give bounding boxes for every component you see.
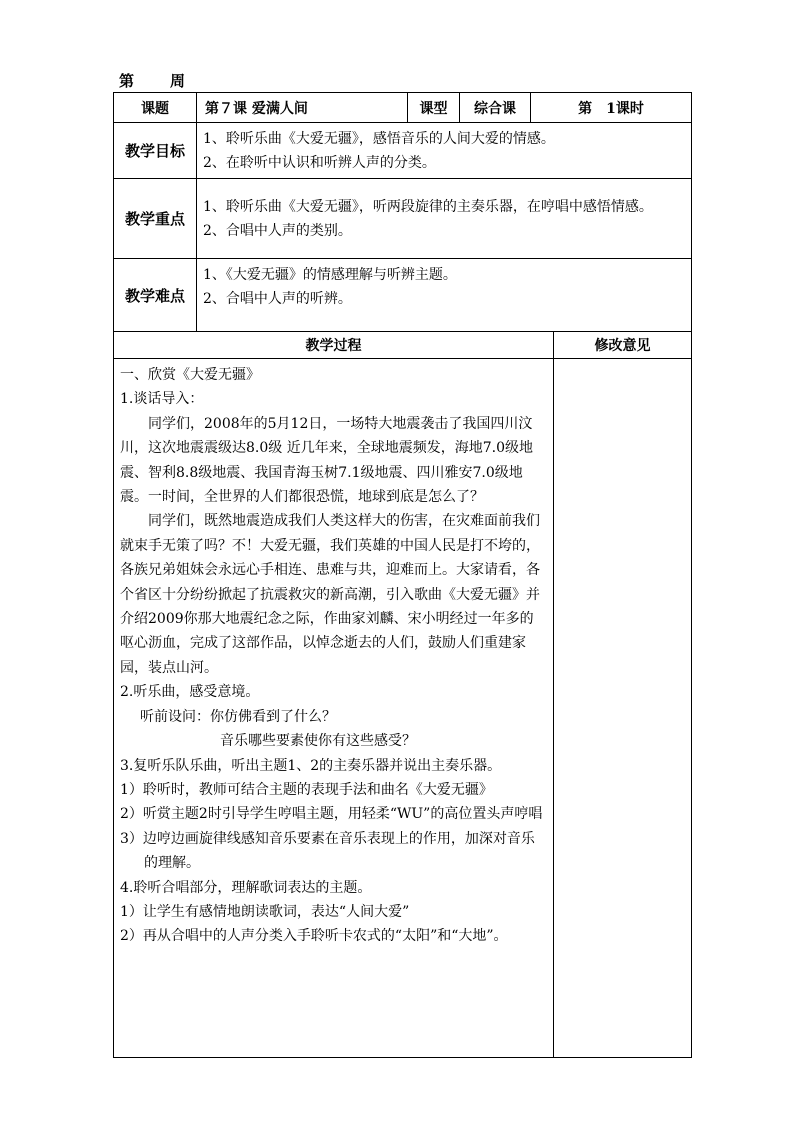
sub-step: 2）再从合唱中的人声分类入手聆听卡农式的“太阳”和“大地”。 [120,928,508,945]
key-point-item: 2、合唱中人声的类别。 [203,222,352,239]
revision-notes-cell[interactable] [554,359,692,1058]
step-heading: 4.聆听合唱部分，理解歌词表达的主题。 [120,879,372,896]
week-label [119,70,185,91]
lesson-info-table [113,92,692,332]
difficulties-content [197,259,692,332]
topic-label: 课题 [114,93,197,123]
difficulties-label: 教学难点 [114,259,197,332]
objective-item: 1、聆听乐曲《大爱无疆》，感悟音乐的人间大爱的情感。 [203,130,555,147]
paragraph: 同学们，既然地震造成我们人类这样大的伤害，在灾难面前我们就束手无策了吗？不！大爱无疆，我们英雄的中国人民是打不垮的，各族兄弟姐妹会永远心手相连、患难与共，迎难而上。大家请看，各个省区十分纷纷掀起了抗震救灾的新高潮，引入歌曲《大爱无疆》并介绍2009你那大地震纪念之际，作曲家刘麟、宋小明经过一年多的呕心沥血，完成了这部作品，以悼念逝去的人们，鼓励人们重建家园，装点山河。 [120,513,540,676]
objectives-row [114,123,692,179]
question-line: 音乐哪些要素使你有这些感受？ [220,733,416,750]
sub-step: 3）边哼边画旋律线感知音乐要素在音乐表现上的作用，加深对音乐的理解。 [120,830,535,872]
section-heading: 一、欣赏《大爱无疆》 [120,367,260,383]
paragraph: 同学们，2008年的5月12日，一场特大地震袭击了我国四川汶川，这次地震震级达8.0级 近几年来，全球地震频发，海地7.0级地震、智利8.8级地震、我国青海玉树7.1级地震、四川雅安7.0级地震。一时间，全世界的人们都很恐慌，地球到底是怎么了？ [120,415,533,506]
difficulty-item: 2、合唱中人声的听辨。 [203,291,352,307]
sub-step: 2）听赏主题2时引导学生哼唱主题，用轻柔“WU”的高位置头声哼唱 [120,806,543,823]
process-content [114,359,554,1058]
type-label: 课型 [408,93,460,123]
key-points-row [114,179,692,259]
period-value: 第 1课时 [531,93,692,123]
step-heading: 1.谈话导入： [120,391,204,408]
objective-item: 2、在聆听中认识和听辨人声的分类。 [203,154,436,171]
step-heading: 3.复听乐队乐曲，听出主题1、2的主奏乐器并说出主奏乐器。 [120,757,502,774]
process-header: 教学过程 [114,332,554,359]
key-point-item: 1、聆听乐曲《大爱无疆》，听两段旋律的主奏乐器，在哼唱中感悟情感。 [203,198,653,215]
question-line: 听前设问：你仿佛看到了什么？ [140,708,336,725]
teaching-process-table [113,331,692,1058]
sub-step: 1）让学生有感情地朗读歌词，表达“人间大爱” [120,903,410,920]
key-points-label: 教学重点 [114,179,197,259]
header-row [114,93,692,123]
key-points-content [197,179,692,259]
step-heading: 2.听乐曲，感受意境。 [120,684,260,701]
difficulty-item: 1、《大爱无疆》的情感理解与听辨主题。 [203,267,457,283]
difficulties-row [114,259,692,332]
week-char-2: 周 [170,72,186,90]
process-header-row [114,332,692,359]
sub-step: 1）聆听时，教师可结合主题的表现手法和曲名《大爱无疆》 [120,781,493,798]
week-char-1: 第 [119,72,135,90]
topic-value: 第７课 爱满人间 [197,93,408,123]
revision-header: 修改意见 [554,332,692,359]
process-body-row [114,359,692,1058]
type-value: 综合课 [460,93,531,123]
objectives-label: 教学目标 [114,123,197,179]
objectives-content [197,123,692,179]
